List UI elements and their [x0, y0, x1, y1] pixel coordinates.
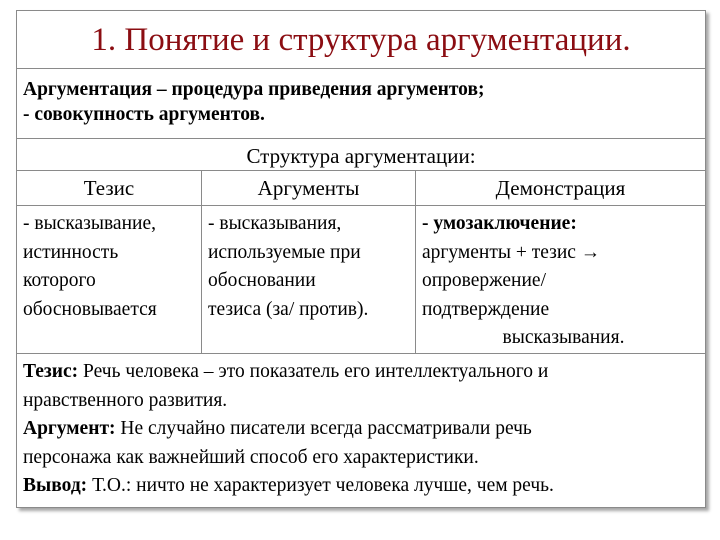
- definition-line-2: - совокупность аргументов.: [23, 104, 265, 125]
- structure-heading: Структура аргументации:: [17, 139, 705, 171]
- example-block: [17, 354, 705, 501]
- demonstration-line: опровержение/: [422, 270, 546, 291]
- slide-title: 1. Понятие и структура аргументации.: [17, 11, 705, 69]
- arguments-line: тезиса (за/ против).: [208, 298, 369, 320]
- slide-frame: [16, 10, 706, 508]
- example-argument-line-1: [23, 415, 699, 444]
- example-argument-label: Аргумент:: [23, 418, 116, 439]
- header-thesis: Тезис: [17, 171, 202, 205]
- thesis-line: которого: [23, 270, 96, 291]
- demonstration-line: высказывания.: [502, 327, 625, 348]
- example-conclusion-text: Т.О.: ничто не характеризует человека лучше, чем речь.: [87, 475, 554, 496]
- example-thesis-text: Речь человека – это показатель его интеллектуального и: [78, 361, 549, 382]
- example-conclusion-line: [23, 472, 699, 501]
- structure-column-headers: [17, 171, 705, 206]
- header-arguments: Аргументы: [202, 171, 416, 205]
- arguments-description: [202, 206, 416, 353]
- definition-line-1: Аргументация – процедура приведения аргументов;: [23, 79, 485, 100]
- example-thesis-line-1: [23, 358, 699, 387]
- definition-block: [17, 69, 705, 139]
- structure-columns: [17, 206, 705, 354]
- demonstration-line: аргументы + тезис →: [422, 241, 601, 263]
- header-demonstration: Демонстрация: [495, 175, 626, 200]
- demonstration-description: [416, 206, 705, 353]
- demonstration-line: - умозаключение:: [422, 213, 577, 234]
- example-argument-line-2: персонажа как важнейший способ его характеристики.: [23, 446, 479, 468]
- arguments-line: обосновании: [208, 270, 316, 291]
- thesis-line: обосновывается: [23, 298, 157, 320]
- thesis-description: [17, 206, 202, 353]
- demonstration-line: подтверждение: [422, 298, 550, 320]
- arguments-line: используемые при: [208, 241, 361, 263]
- example-argument-text: Не случайно писатели всегда рассматривали речь: [115, 418, 532, 439]
- thesis-line: - высказывание,: [23, 213, 156, 234]
- example-thesis-line-2: нравственного развития.: [23, 389, 228, 411]
- thesis-line: истинность: [23, 241, 119, 263]
- example-thesis-label: Тезис:: [23, 361, 79, 382]
- example-conclusion-label: Вывод:: [23, 475, 88, 496]
- arguments-line: - высказывания,: [208, 213, 342, 234]
